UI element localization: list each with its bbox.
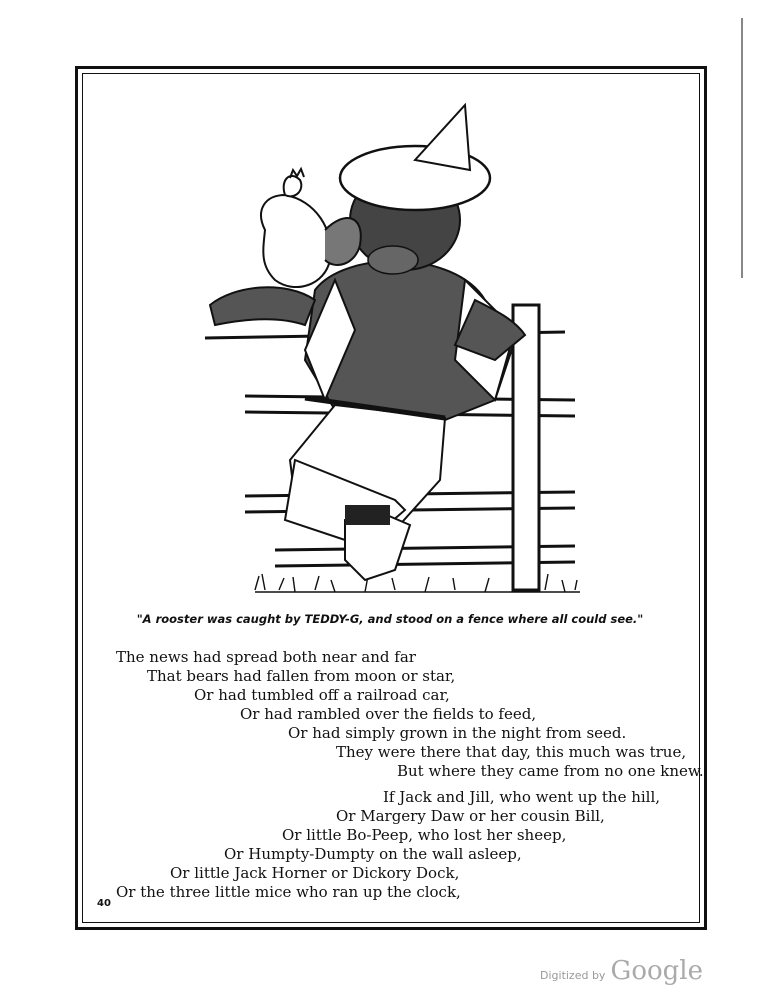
bear-rooster-illustration <box>195 100 585 610</box>
poem-line: Or Humpty-Dumpty on the wall asleep, <box>224 845 522 863</box>
page-number: 40 <box>97 898 111 909</box>
poem-line: Or had rambled over the fields to feed, <box>240 705 537 723</box>
poem-line: Or had simply grown in the night from seed. <box>288 724 627 742</box>
poem-line: But where they came from no one knew. <box>397 762 704 780</box>
bear-hat-crown <box>415 105 470 170</box>
poem-line: If Jack and Jill, who went up the hill, <box>383 788 661 806</box>
watermark-brand: Google <box>610 956 703 986</box>
scan-edge-line <box>741 18 743 278</box>
poem-line: Or had tumbled off a railroad car, <box>194 686 450 704</box>
poem-line: Or little Jack Horner or Dickory Dock, <box>170 864 460 882</box>
poem-line: Or little Bo-Peep, who lost her sheep, <box>282 826 567 844</box>
bear-arm-left <box>210 287 315 325</box>
google-watermark <box>540 956 703 986</box>
fence-post <box>513 305 539 590</box>
poem-line: Or the three little mice who ran up the clock, <box>116 883 461 901</box>
illustration-caption: "A rooster was caught by TEDDY-G, and stood on a fence where all could see." <box>136 612 644 626</box>
poem-line: The news had spread both near and far <box>116 648 416 666</box>
poem-line: Or Margery Daw or her cousin Bill, <box>336 807 605 825</box>
poem-line: That bears had fallen from moon or star, <box>147 667 456 685</box>
watermark-prefix: Digitized by <box>540 969 606 982</box>
poem-line: They were there that day, this much was true, <box>336 743 687 761</box>
